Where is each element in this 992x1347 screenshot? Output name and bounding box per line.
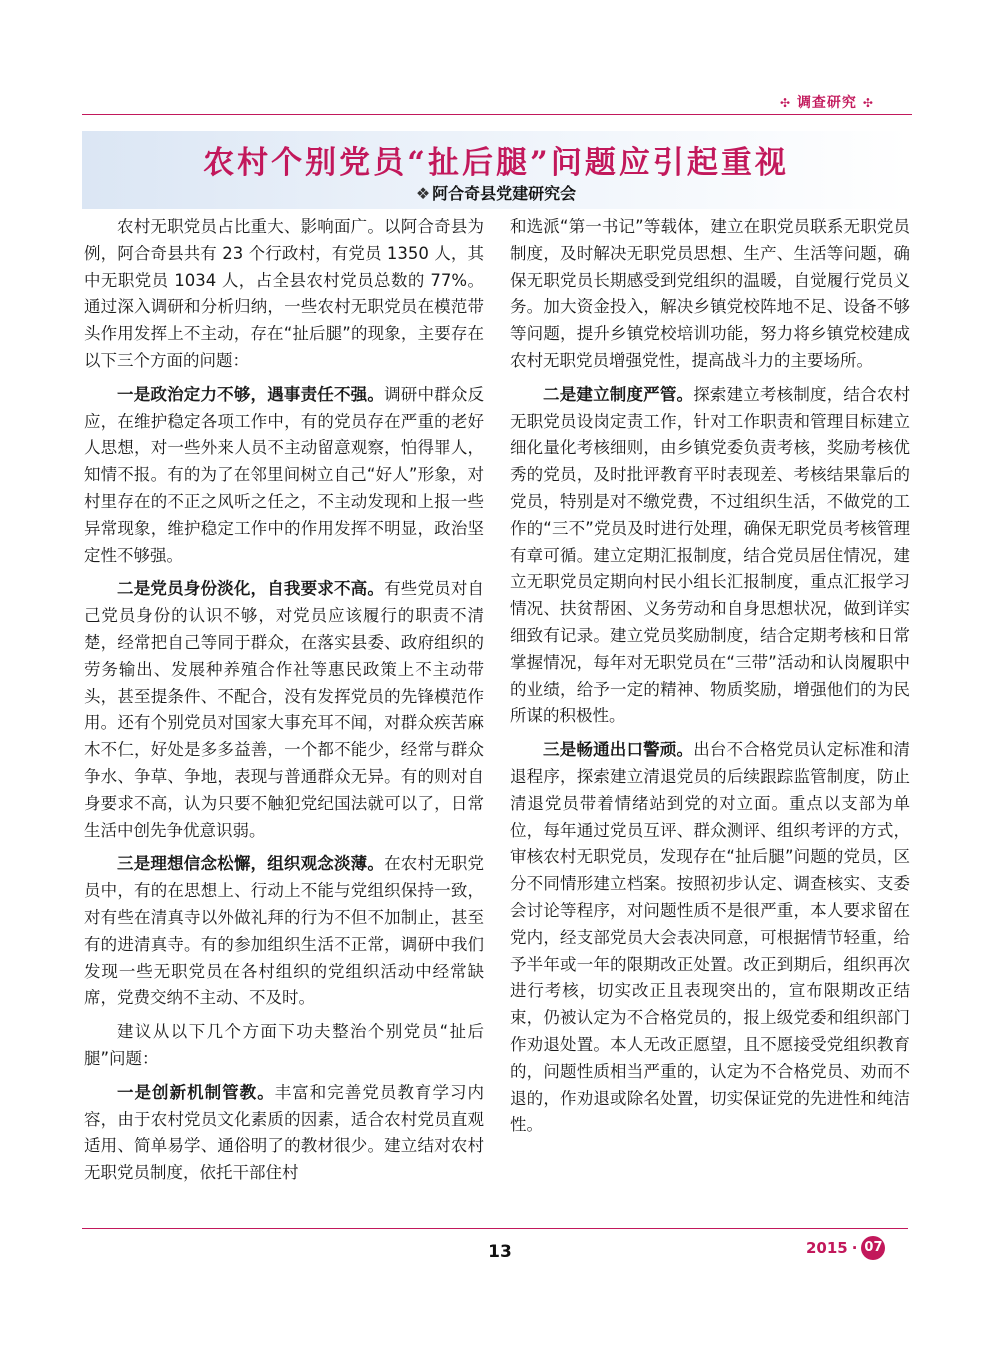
paragraph-lead: 一是创新机制管教。: [117, 1082, 275, 1102]
section-tag-label: 调查研究: [796, 95, 857, 111]
paragraph: 一是政治定力不够，遇事责任不强。调研中群众反应，在维护稳定各项工作中，有的党员存在严重的老好人思想，对一些外来人员不主动留意观察，怕得罪人，知情不报。有的为了在邻里间树立自己“好人”形象，对村里存在的不正之风听之任之，不主动发现和上报一些异常现象，维护稳定工作中的作用发挥不明显，政治坚定性不够强。: [84, 384, 484, 565]
footer-divider: [82, 1228, 908, 1229]
left-column: [84, 214, 484, 1214]
paragraph-lead: 三是畅通出口警顽。: [543, 740, 694, 760]
paragraph: 一是创新机制管教。丰富和完善党员教育学习内容，由于农村党员文化素质的因素，适合农村党员直观适用、简单易学、通俗明了的教材很少。建立结对农村无职党员制度，依托干部住村: [84, 1082, 484, 1183]
flower-icon: ✣: [780, 96, 792, 110]
diamond-bullet-icon: ❖: [415, 184, 431, 203]
paragraph: 和选派“第一书记”等载体，建立在职党员联系无职党员制度，及时解决无职党员思想、生产、生活等问题，确保无职党员长期感受到党组织的温暖，自觉履行党员义务。加大资金投入，解决乡镇党校阵地不足、设备不够等问题，提升乡镇党校培训功能，努力将乡镇党校建成农村无职党员增强党性，提高战斗力的主要场所。: [510, 217, 910, 370]
article-title: 农村个别党员“扯后腿”问题应引起重视: [203, 145, 789, 181]
paragraph-lead: 二是建立制度严管。: [543, 384, 694, 404]
issue-year: 2015: [806, 1239, 848, 1257]
issue-info: [806, 1236, 916, 1266]
page-number: 13: [488, 1242, 512, 1262]
section-tag: [780, 92, 900, 114]
header-divider: [82, 114, 912, 115]
paragraph: 二是建立制度严管。探索建立考核制度，结合农村无职党员设岗定责工作，针对工作职责和管理目标建立细化量化考核细则，由乡镇党委负责考核，奖励考核优秀的党员，及时批评教育平时表现差、考核结果靠后的党员，特别是对不缴党费，不过组织生活，不做党的工作的“三不”党员及时进行处理，确保无职党员考核管理有章可循。建立定期汇报制度，结合党员居住情况，建立无职党员定期向村民小组长汇报制度，重点汇报学习情况、扶贫帮困、义务劳动和自身思想状况，做到详实细致有记录。建立党员奖励制度，结合定期考核和日常掌握情况，每年对无职党员在“三带”活动和认岗履职中的业绩，给予一定的精神、物质奖励，增强他们的为民所谋的积极性。: [510, 384, 910, 726]
paragraph: 三是理想信念松懈，组织观念淡薄。在农村无职党员中，有的在思想上、行动上不能与党组织保持一致，对有些在清真寺以外做礼拜的行为不但不加制止，甚至有的进清真寺。有的参加组织生活不正常，调研中我们发现一些无职党员在各村组织的党组织活动中经常缺席，党费交纳不主动、不及时。: [84, 854, 484, 1008]
paragraph-lead: 一是政治定力不够，遇事责任不强。: [117, 384, 385, 404]
paragraph-lead: 三是理想信念松懈，组织观念淡薄。: [117, 854, 385, 874]
paragraph: 建议从以下几个方面下功夫整治个别党员“扯后腿”问题：: [84, 1022, 484, 1068]
paragraph: 农村无职党员占比重大、影响面广。以阿合奇县为例，阿合奇县共有 23 个行政村，有党员 1350 人，其中无职党员 1034 人，占全县农村党员总数的 77%。通过深入调研和分析归纳，一些农村无职党员在模范带头作用发挥上不主动，存在“扯后腿”的现象，主要存在以下三个方面的问题：: [84, 217, 484, 370]
paragraph-lead: 二是党员身份淡化，自我要求不高。: [117, 579, 385, 599]
article-byline: [82, 181, 910, 204]
byline-author: 阿合奇县党建研究会: [432, 184, 577, 203]
paragraph: 二是党员身份淡化，自我要求不高。有些党员对自己党员身份的认识不够，对党员应该履行的职责不清楚，经常把自己等同于群众，在落实县委、政府组织的劳务输出、发展种养殖合作社等惠民政策上不主动带头，甚至提条件、不配合，没有发挥党员的先锋模范作用。还有个别党员对国家大事充耳不闻，对群众疾苦麻木不仁，好处是多多益善，一个都不能少，经常与群众争水、争草、争地，表现与普通群众无异。有的则对自身要求不高，认为只要不触犯党纪国法就可以了，日常生活中创先争优意识弱。: [84, 579, 484, 840]
flower-icon: ✣: [862, 96, 874, 110]
right-column: [510, 214, 910, 1214]
paragraph: 三是畅通出口警顽。出台不合格党员认定标准和清退程序，探索建立清退党员的后续跟踪监管制度，防止清退党员带着情绪站到党的对立面。重点以支部为单位，每年通过党员互评、群众测评、组织考评的方式，审核农村无职党员，发现存在“扯后腿”问题的党员，区分不同情形建立档案。按照初步认定、调查核实、支委会讨论等程序，对问题性质不是很严重，本人要求留在党内，经支部党员大会表决同意，可根据情节轻重，给予半年或一年的限期改正处置。改正到期后，组织再次进行考核，切实改正且表现突出的，宣布限期改正结束，仍被认定为不合格党员的，报上级党委和组织部门作劝退处置。本人无改正愿望，且不愿接受党组织教育的，问题性质相当严重的，认定为不合格党员、劝而不退的，作劝退或除名处置，切实保证党的先进性和纯洁性。: [510, 740, 910, 1135]
issue-separator: ·: [851, 1239, 858, 1257]
issue-number-badge: 07: [861, 1236, 885, 1260]
